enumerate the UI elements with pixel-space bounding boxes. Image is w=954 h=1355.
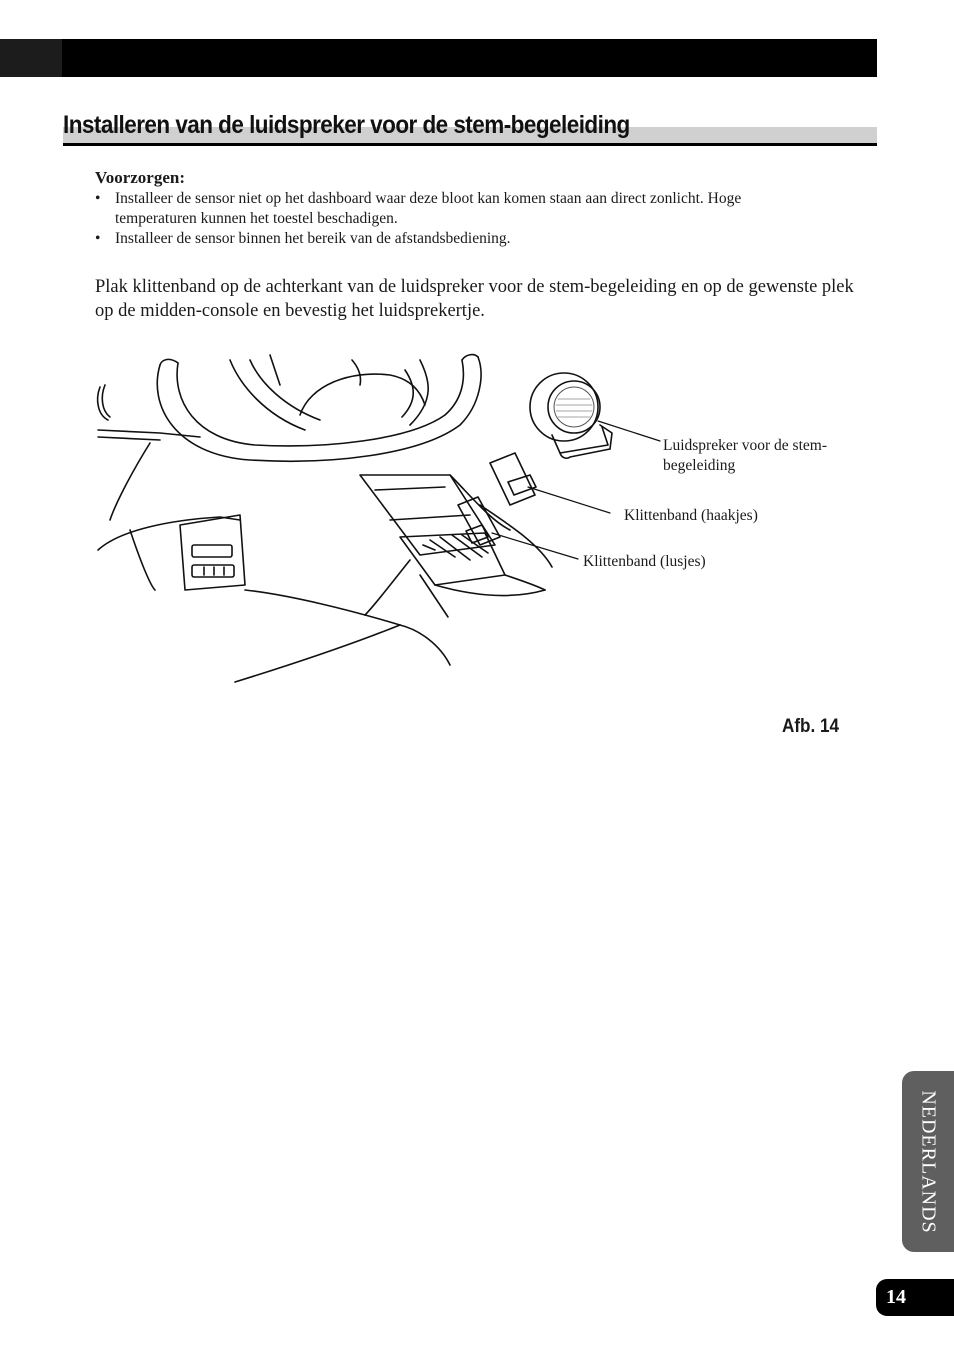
list-item: • Installeer de sensor niet op het dashboard waar deze bloot kan komen staan aan direct zonlicht. Hoge temperaturen kunnen het toestel beschadigen. [95,189,815,229]
language-tab-label: NEDERLANDS [917,1089,940,1234]
switch-panel [192,545,232,557]
callout-velcro-hooks: Klittenband (haakjes) [624,507,758,524]
header-bar-tab [0,39,62,77]
list-item: • Installeer de sensor binnen het bereik van de afstandsbediening. [95,229,815,249]
precautions-list [95,189,815,249]
section-title: Installeren van de luidspreker voor de stem-begeleiding [63,111,630,139]
header-bar [0,39,877,77]
page-number: 14 [876,1279,954,1316]
callout-velcro-loops: Klittenband (lusjes) [583,553,706,570]
velcro-hooks [490,453,535,505]
language-tab [902,1071,954,1252]
callout-speaker: Luidspreker voor de stem-begeleiding [663,437,827,474]
figure-label: Afb. 14 [782,716,840,737]
instruction-paragraph: Plak klittenband op de achterkant van de luidspreker voor de stem-begeleiding en op de gewenste plek op de midden-console en bevestig het luidsprekertje. [95,277,854,321]
precautions-heading: Voorzorgen: [95,168,186,187]
title-rule [63,143,877,146]
